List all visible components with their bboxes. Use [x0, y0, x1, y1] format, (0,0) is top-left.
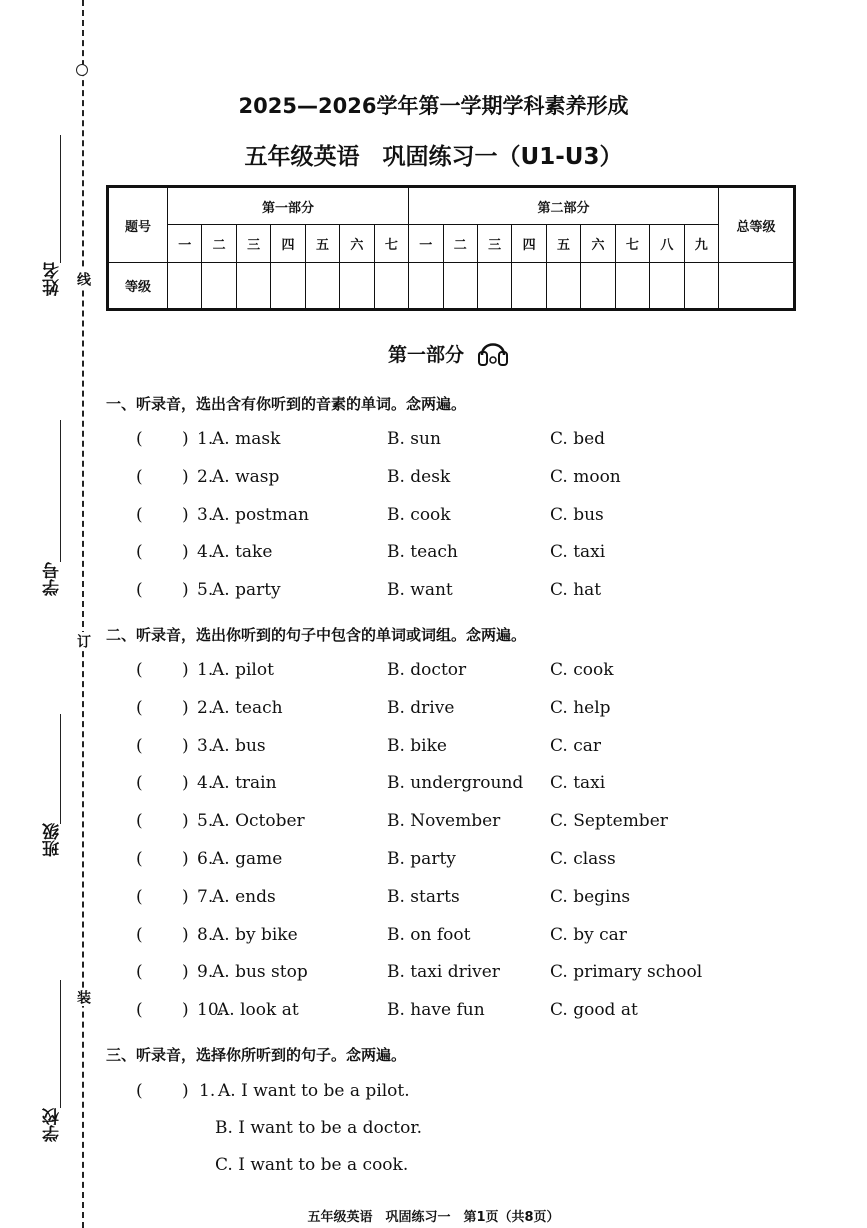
- option-a: A. game: [212, 849, 283, 869]
- option-b: B. on foot: [387, 924, 471, 945]
- question-number: 3.: [197, 735, 214, 756]
- question-number: 1.: [197, 429, 214, 449]
- answer-bracket-open[interactable]: (: [136, 504, 143, 525]
- answer-bracket-open[interactable]: (: [136, 466, 143, 487]
- grade-cell[interactable]: [340, 263, 374, 310]
- col-header: 四: [512, 225, 546, 263]
- student-no-label: 学号: [43, 562, 63, 596]
- binding-mark-bind: 装: [75, 990, 91, 1004]
- question-number: 1.: [199, 1081, 216, 1101]
- option-a: A. mask: [212, 429, 281, 449]
- answer-bracket-close: ): [182, 660, 189, 680]
- option-c: C. hat: [550, 580, 602, 601]
- col-header: 六: [340, 225, 374, 263]
- answer-bracket-open[interactable]: (: [136, 735, 143, 756]
- answer-bracket-close: ): [182, 1081, 189, 1101]
- option-c: C. begins: [550, 886, 631, 907]
- option-b: B. party: [387, 849, 456, 869]
- answer-bracket-open[interactable]: (: [136, 697, 143, 718]
- answer-bracket-open[interactable]: (: [136, 1000, 143, 1021]
- col-header: 二: [202, 225, 236, 263]
- option-c: C. September: [550, 811, 668, 832]
- option-a: A. pilot: [212, 660, 274, 680]
- col-header: 六: [581, 225, 615, 263]
- exam-title-line1: 2025—2026学年第一学期学科素养形成: [238, 94, 629, 118]
- answer-bracket-close: ): [182, 504, 189, 525]
- answer-bracket-close: ): [182, 773, 189, 794]
- option-a: A. party: [212, 580, 281, 601]
- grade-cell[interactable]: [581, 263, 615, 310]
- grade-cell[interactable]: [305, 263, 339, 310]
- answer-bracket-open[interactable]: (: [136, 1081, 143, 1101]
- option-b: B. want: [387, 580, 453, 601]
- option-c: C. car: [550, 735, 601, 756]
- answer-bracket-close: ): [182, 886, 189, 907]
- option-b: B. bike: [387, 735, 447, 756]
- class-label: 班级: [43, 823, 63, 857]
- answer-bracket-open[interactable]: (: [136, 811, 143, 832]
- option-c: C. I want to be a cook.: [215, 1155, 409, 1175]
- option-a: A. train: [212, 773, 277, 794]
- question-number: 7.: [197, 886, 214, 907]
- grade-cell[interactable]: [546, 263, 580, 310]
- question-number: 4.: [197, 542, 214, 563]
- answer-bracket-open[interactable]: (: [136, 924, 143, 945]
- total-grade-header: 总等级: [719, 187, 795, 263]
- col-header: 二: [443, 225, 477, 263]
- option-c: C. class: [550, 849, 616, 869]
- answer-bracket-close: ): [182, 849, 189, 869]
- option-a: A. postman: [212, 504, 309, 525]
- answer-bracket-close: ): [182, 735, 189, 756]
- option-b: B. cook: [387, 504, 451, 525]
- binding-dashed-line: [82, 0, 84, 1228]
- grade-cell[interactable]: [512, 263, 546, 310]
- part1-title: 第一部分: [388, 344, 465, 366]
- headphones-icon: [476, 333, 510, 369]
- answer-bracket-open[interactable]: (: [136, 962, 143, 983]
- question-number: 4.: [197, 773, 214, 794]
- option-b: B. I want to be a doctor.: [215, 1118, 423, 1138]
- question-number: 5.: [197, 580, 214, 601]
- answer-bracket-open[interactable]: (: [136, 660, 143, 680]
- option-c: C. by car: [550, 924, 627, 945]
- option-b: B. underground: [387, 773, 524, 794]
- grade-table: [106, 185, 796, 311]
- question-number: 2.: [197, 697, 214, 718]
- option-b: B. drive: [387, 697, 455, 718]
- grade-cell[interactable]: [650, 263, 684, 310]
- answer-bracket-close: ): [182, 811, 189, 832]
- option-a: A. I want to be a pilot.: [218, 1081, 410, 1101]
- grade-cell[interactable]: [271, 263, 305, 310]
- grade-cell[interactable]: [409, 263, 443, 310]
- option-a: A. October: [212, 811, 305, 832]
- option-a: A. bus stop: [212, 962, 308, 983]
- answer-bracket-close: ): [182, 580, 189, 601]
- option-b: B. doctor: [387, 660, 467, 680]
- option-c: C. bed: [550, 429, 606, 449]
- grade-cell[interactable]: [615, 263, 649, 310]
- question-number: 1.: [197, 660, 214, 680]
- question-number: 2.: [197, 466, 214, 487]
- grade-cell[interactable]: [684, 263, 718, 310]
- student-no-field[interactable]: [60, 420, 61, 562]
- col-header: 九: [684, 225, 718, 263]
- question-number: 8.: [197, 924, 214, 945]
- option-c: C. moon: [550, 466, 621, 487]
- option-c: C. cook: [550, 660, 614, 680]
- option-b: B. November: [387, 811, 501, 832]
- answer-bracket-close: ): [182, 962, 189, 983]
- question-number: 10.: [197, 1000, 225, 1021]
- grade-cell[interactable]: [168, 263, 202, 310]
- grade-cell[interactable]: [202, 263, 236, 310]
- grade-cell[interactable]: [236, 263, 270, 310]
- option-c: C. primary school: [550, 962, 703, 983]
- col-header: 一: [168, 225, 202, 263]
- answer-bracket-close: ): [182, 542, 189, 563]
- school-field[interactable]: [60, 980, 61, 1108]
- grade-cell[interactable]: [443, 263, 477, 310]
- option-b: B. teach: [387, 542, 458, 563]
- col-header: 三: [236, 225, 270, 263]
- answer-bracket-open[interactable]: (: [136, 429, 143, 449]
- col-header: 五: [305, 225, 339, 263]
- name-label: 姓名: [43, 262, 63, 296]
- col-header: 八: [650, 225, 684, 263]
- part1-header: 第一部分: [168, 187, 409, 225]
- col-header: 四: [271, 225, 305, 263]
- exam-title-line2: 五年级英语 巩固练习一（U1-U3）: [244, 144, 623, 170]
- answer-bracket-close: ): [182, 697, 189, 718]
- part2-header: 第二部分: [409, 187, 719, 225]
- grade-cell[interactable]: [374, 263, 408, 310]
- col-header: 一: [409, 225, 443, 263]
- option-a: A. by bike: [212, 924, 298, 945]
- school-label: 学校: [43, 1108, 63, 1142]
- binding-mark-order: 订: [75, 634, 91, 648]
- col-header: 五: [546, 225, 580, 263]
- question-number: 3.: [197, 504, 214, 525]
- option-a: A. take: [212, 542, 273, 563]
- question-number: 9.: [197, 962, 214, 983]
- option-c: C. bus: [550, 504, 604, 525]
- option-a: A. wasp: [212, 466, 280, 487]
- answer-bracket-close: ): [182, 924, 189, 945]
- total-grade-cell[interactable]: [719, 263, 795, 310]
- answer-bracket-open[interactable]: (: [136, 542, 143, 563]
- option-c: C. help: [550, 697, 611, 718]
- option-a: A. bus: [212, 735, 266, 756]
- option-b: B. have fun: [387, 1000, 485, 1021]
- grade-cell[interactable]: [477, 263, 511, 310]
- answer-bracket-close: ): [182, 466, 189, 487]
- answer-bracket-open[interactable]: (: [136, 849, 143, 869]
- question-number: 5.: [197, 811, 214, 832]
- answer-bracket-close: ): [182, 1000, 189, 1021]
- option-a: A. teach: [212, 697, 283, 718]
- col-header: 七: [615, 225, 649, 263]
- option-c: C. taxi: [550, 773, 606, 794]
- option-b: B. starts: [387, 886, 460, 907]
- section1-heading: 一、听录音，选出含有你听到的音素的单词。念两遍。: [106, 395, 467, 413]
- answer-bracket-close: ): [182, 429, 189, 449]
- page-footer: 五年级英语 巩固练习一 第1页（共8页）: [307, 1210, 560, 1225]
- binding-mark-line: 线: [75, 272, 91, 286]
- col-header: 七: [374, 225, 408, 263]
- col-header: 三: [477, 225, 511, 263]
- section2-heading: 二、听录音，选出你听到的句子中包含的单词或词组。念两遍。: [106, 626, 527, 644]
- answer-bracket-open[interactable]: (: [136, 773, 143, 794]
- question-number: 6.: [197, 849, 214, 869]
- option-a: A. ends: [212, 886, 276, 907]
- option-c: C. good at: [550, 1000, 638, 1021]
- option-b: B. sun: [387, 429, 441, 449]
- option-a: A. look at: [217, 1000, 299, 1021]
- q-label: 题号: [108, 187, 168, 263]
- grade-row-label: 等级: [108, 263, 168, 310]
- binding-hole: [76, 64, 88, 76]
- answer-bracket-open[interactable]: (: [136, 580, 143, 601]
- answer-bracket-open[interactable]: (: [136, 886, 143, 907]
- option-b: B. taxi driver: [387, 962, 500, 983]
- section3-heading: 三、听录音，选择你所听到的句子。念两遍。: [106, 1046, 407, 1064]
- option-b: B. desk: [387, 466, 451, 487]
- class-field[interactable]: [60, 714, 61, 824]
- option-c: C. taxi: [550, 542, 606, 563]
